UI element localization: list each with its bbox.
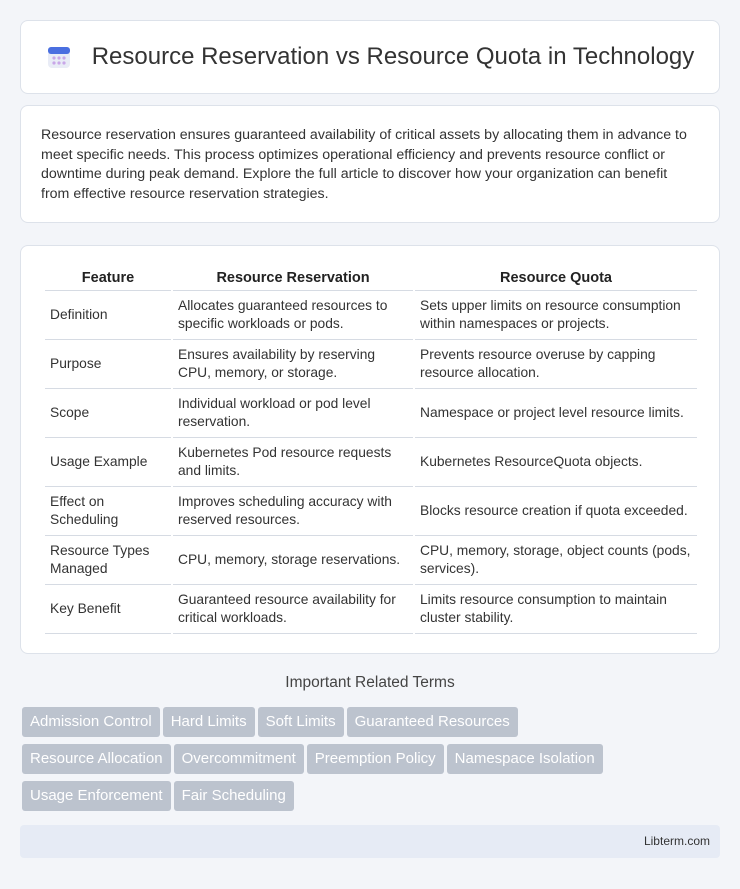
comparison-table	[43, 266, 699, 634]
feature-cell: Definition	[45, 290, 171, 340]
feature-cell: Scope	[45, 389, 171, 438]
table-row	[45, 438, 697, 487]
header-card	[20, 20, 720, 94]
feature-cell: Usage Example	[45, 438, 171, 487]
term-tag[interactable]: Usage Enforcement	[22, 781, 171, 811]
quota-cell: Limits resource consumption to maintain cluster stability.	[415, 585, 697, 634]
column-header-feature: Feature	[81, 270, 135, 286]
reservation-cell: Ensures availability by reserving CPU, memory, or storage.	[173, 340, 413, 389]
feature-cell: Key Benefit	[45, 585, 171, 634]
reservation-cell: Individual workload or pod level reservation.	[173, 389, 413, 438]
feature-cell: Purpose	[45, 340, 171, 389]
intro-card	[20, 105, 720, 223]
reservation-cell: Guaranteed resource availability for critical workloads.	[173, 585, 413, 634]
table-row	[45, 536, 697, 585]
term-tag[interactable]: Resource Allocation	[22, 744, 171, 774]
term-tag[interactable]: Preemption Policy	[307, 744, 444, 774]
calendar-icon	[46, 44, 72, 70]
table-row	[45, 487, 697, 536]
table-row	[45, 585, 697, 634]
feature-cell: Effect on Scheduling	[45, 487, 171, 536]
footer	[20, 825, 720, 858]
term-tag[interactable]: Overcommitment	[174, 744, 304, 774]
column-header-reservation: Resource Reservation	[216, 270, 370, 286]
related-terms-title: Important Related Terms	[285, 674, 455, 691]
term-tag[interactable]: Hard Limits	[163, 707, 255, 737]
term-tag[interactable]: Namespace Isolation	[447, 744, 603, 774]
comparison-card	[20, 245, 720, 654]
column-header-quota: Resource Quota	[500, 270, 612, 286]
term-tag[interactable]: Admission Control	[22, 707, 160, 737]
page-title: Resource Reservation vs Resource Quota in Technology	[91, 43, 695, 70]
term-tag[interactable]: Fair Scheduling	[174, 781, 294, 811]
intro-text: Resource reservation ensures guaranteed availability of critical assets by allocating them in advance to meet specific needs. This process optimizes operational efficiency and prevents resource conflict or downtime during peak demand. Explore the full article to discover how your organization can benefit from effective resource reservation strategies.	[41, 127, 687, 202]
quota-cell: Sets upper limits on resource consumption within namespaces or projects.	[415, 290, 697, 340]
related-terms-list	[22, 707, 722, 818]
reservation-cell: Improves scheduling accuracy with reserved resources.	[173, 487, 413, 536]
feature-cell: Resource Types Managed	[45, 536, 171, 585]
quota-cell: Blocks resource creation if quota exceeded.	[415, 487, 697, 536]
table-header-row	[45, 266, 697, 290]
reservation-cell: Kubernetes Pod resource requests and limits.	[173, 438, 413, 487]
table-row	[45, 389, 697, 438]
reservation-cell: CPU, memory, storage reservations.	[173, 536, 413, 585]
table-row	[45, 290, 697, 340]
reservation-cell: Allocates guaranteed resources to specific workloads or pods.	[173, 290, 413, 340]
quota-cell: Namespace or project level resource limits.	[415, 389, 697, 438]
table-row	[45, 340, 697, 389]
footer-site-link[interactable]: Libterm.com	[643, 834, 710, 848]
term-tag[interactable]: Soft Limits	[258, 707, 344, 737]
quota-cell: Kubernetes ResourceQuota objects.	[415, 438, 697, 487]
quota-cell: CPU, memory, storage, object counts (pods, services).	[415, 536, 697, 585]
term-tag[interactable]: Guaranteed Resources	[347, 707, 518, 737]
quota-cell: Prevents resource overuse by capping resource allocation.	[415, 340, 697, 389]
